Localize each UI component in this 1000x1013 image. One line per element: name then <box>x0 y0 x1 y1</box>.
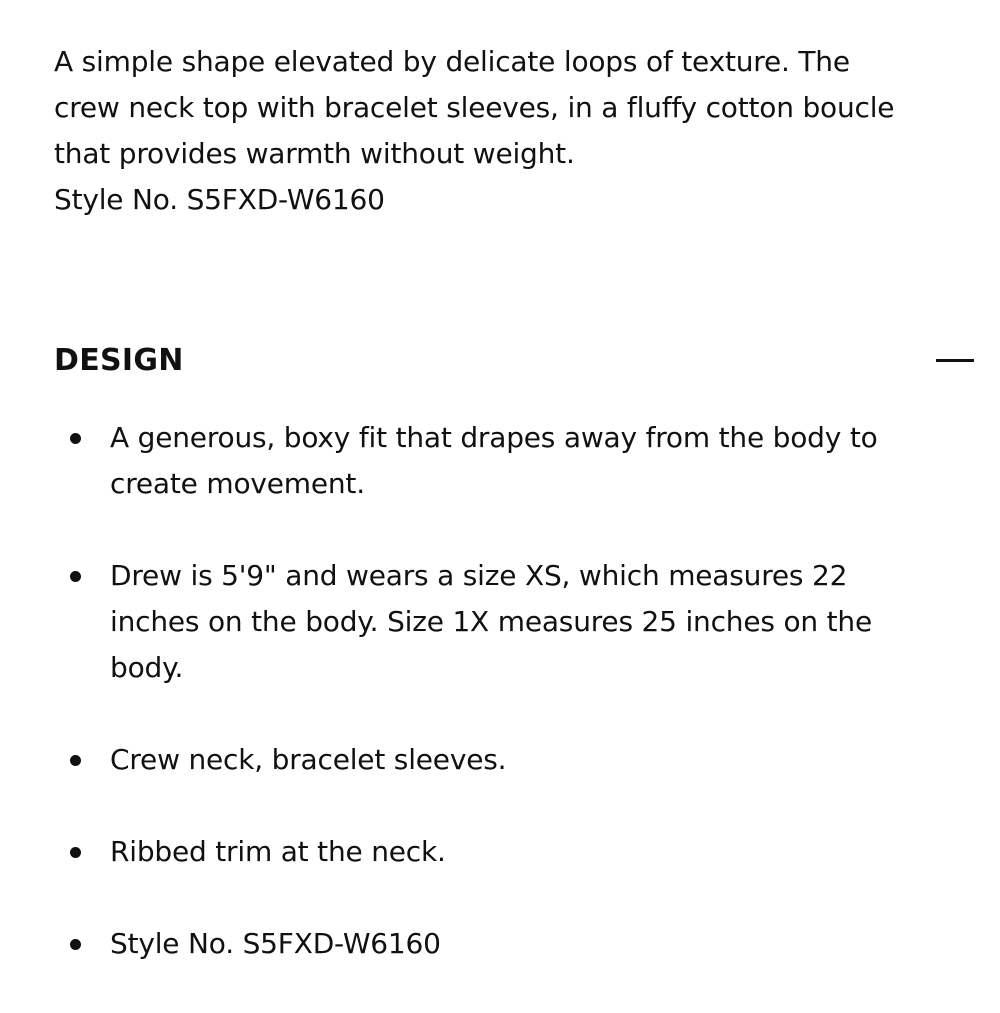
bullet-line: Style No. S5FXD-W6160 <box>110 927 441 960</box>
bullet-line: Ribbed trim at the neck. <box>110 835 446 868</box>
description-line: that provides warmth without weight. <box>54 137 575 170</box>
bullet-dot-icon <box>70 755 81 766</box>
bullet-line: create movement. <box>110 467 365 500</box>
list-item <box>54 415 954 507</box>
bullet-dot-icon <box>70 433 81 444</box>
bullet-line: Drew is 5'9" and wears a size XS, which measures 22 <box>110 559 848 592</box>
minus-icon[interactable] <box>936 359 974 362</box>
product-description <box>54 39 984 223</box>
description-line: crew neck top with bracelet sleeves, in a fluffy cotton boucle <box>54 91 895 124</box>
description-style-number: Style No. S5FXD-W6160 <box>54 183 385 216</box>
design-section-toggle[interactable] <box>54 335 974 385</box>
bullet-dot-icon <box>70 847 81 858</box>
bullet-line: inches on the body. Size 1X measures 25 inches on the <box>110 605 872 638</box>
description-line: A simple shape elevated by delicate loops of texture. The <box>54 45 850 78</box>
design-bullet-list <box>54 415 954 1013</box>
list-item <box>54 921 954 967</box>
bullet-line: body. <box>110 651 184 684</box>
bullet-line: Crew neck, bracelet sleeves. <box>110 743 507 776</box>
design-section-title: DESIGN <box>54 342 184 378</box>
list-item <box>54 553 954 691</box>
bullet-dot-icon <box>70 939 81 950</box>
bullet-dot-icon <box>70 571 81 582</box>
list-item <box>54 829 954 875</box>
list-item <box>54 737 954 783</box>
bullet-line: A generous, boxy fit that drapes away from the body to <box>110 421 878 454</box>
